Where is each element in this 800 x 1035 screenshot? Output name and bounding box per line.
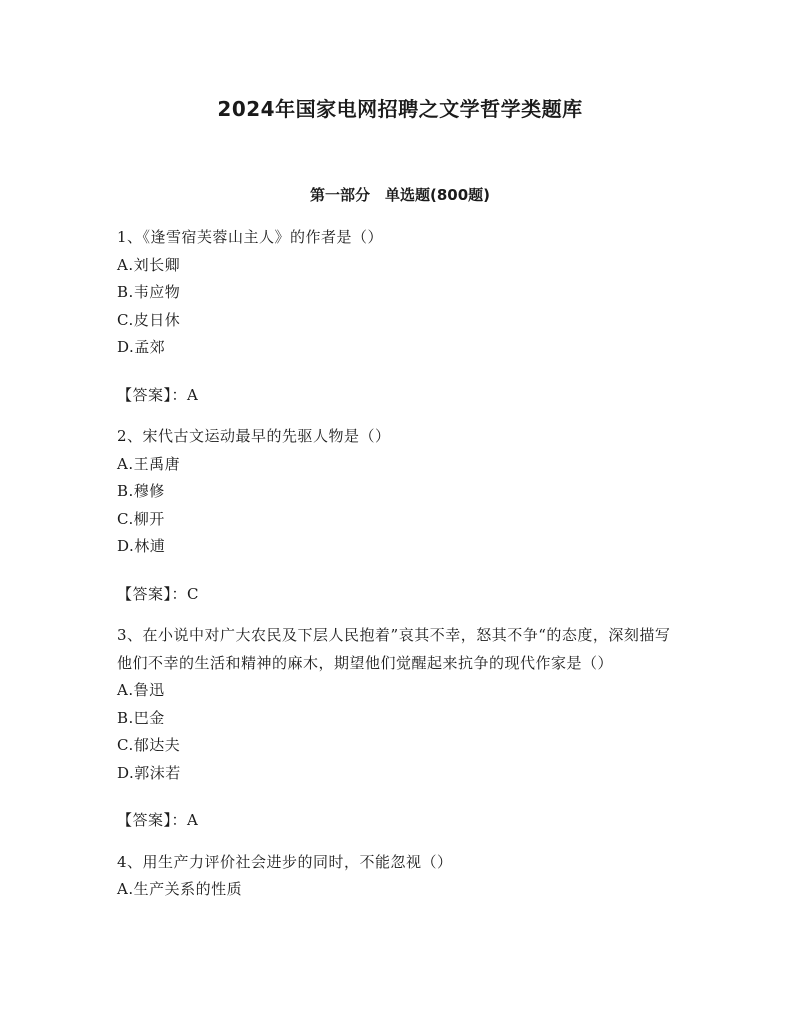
option-list <box>117 677 677 787</box>
option-a: A.鲁迅 <box>117 681 165 699</box>
option-a: A.生产关系的性质 <box>117 880 243 898</box>
question-stem: 4、用生产力评价社会进步的同时，不能忽视（） <box>117 852 453 871</box>
question-2 <box>117 423 677 608</box>
answer-line: 【答案】：A <box>117 811 199 829</box>
question-list <box>117 224 677 904</box>
option-d: D.郭沫若 <box>117 763 181 782</box>
question-1 <box>117 224 677 409</box>
question-4 <box>117 849 677 904</box>
option-d: D.林逋 <box>117 537 166 555</box>
option-b: B.巴金 <box>117 708 165 727</box>
section-title: 第一部分 单选题(800题) <box>309 186 491 204</box>
answer-line: 【答案】：C <box>117 584 199 603</box>
question-stem: 3、在小说中对广大农民及下层人民抱着”哀其不幸，怒其不争“的态度，深刻描写他们不幸的生活和精神的麻木，期望他们觉醒起来抗争的现代作家是（） <box>117 626 671 672</box>
option-c: C.郁达夫 <box>117 736 181 754</box>
option-a: A.刘长卿 <box>117 255 181 274</box>
option-list <box>117 451 677 561</box>
question-3 <box>117 622 677 835</box>
option-c: C.柳开 <box>117 509 165 528</box>
document-title: 2024年国家电网招聘之文学哲学类题库 <box>217 97 583 121</box>
option-c: C.皮日休 <box>117 310 181 329</box>
option-list <box>117 876 677 904</box>
option-b: B.韦应物 <box>117 283 181 301</box>
answer-line: 【答案】：A <box>117 385 199 404</box>
option-d: D.孟郊 <box>117 338 166 356</box>
option-a: A.王禹唐 <box>117 454 181 473</box>
question-stem: 1、《逢雪宿芙蓉山主人》的作者是（） <box>117 228 384 246</box>
question-stem: 2、宋代古文运动最早的先驱人物是（） <box>117 427 391 445</box>
option-b: B.穆修 <box>117 482 165 500</box>
option-list <box>117 252 677 362</box>
